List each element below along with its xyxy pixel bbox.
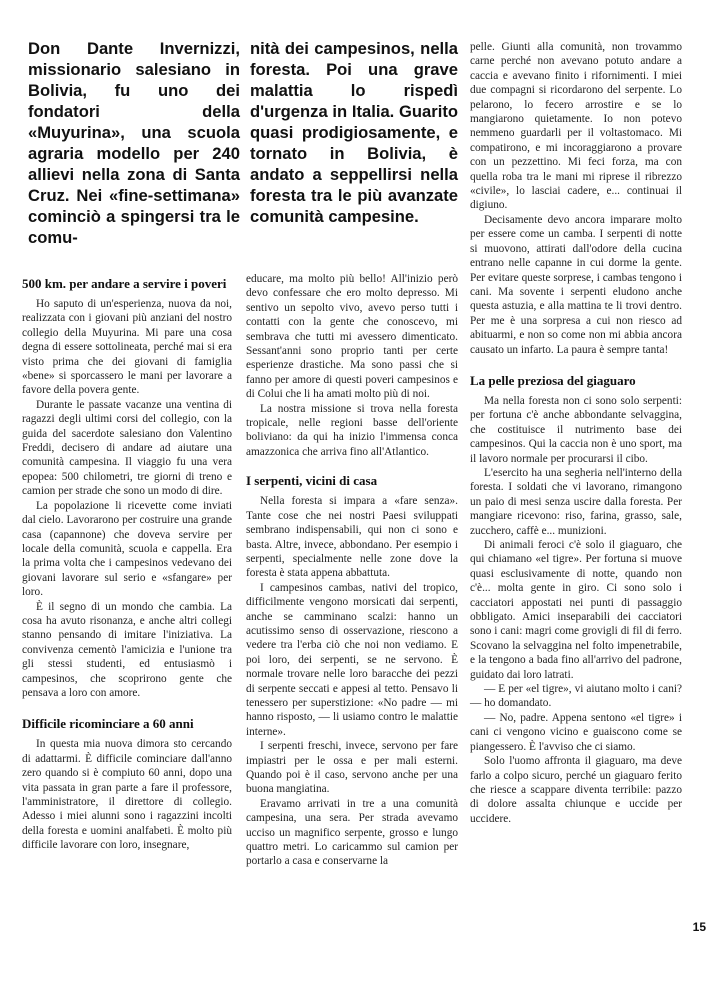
paragraph: — E per «el tigre», vi aiutano molto i cani? — ho domandato. <box>470 683 682 710</box>
lead-column-1 <box>28 38 240 248</box>
lead-text-2: nità dei campesinos, nella foresta. Poi una grave malattia lo rispedì d'urgenza in Italia. Guarito quasi prodigiosamente, e tornato in Bolivia, è andato a seppellirsi nella foresta tra le più avanzate comunità campesine. <box>250 39 458 226</box>
section-heading: La pelle preziosa del giaguaro <box>470 372 636 388</box>
paragraph: È il segno di un mondo che cambia. La cosa ha avuto risonanza, e anche altri collegi stanno pensando di imitare l'iniziativa. La convivenza cementò l'amicizia e l'unione tra gli stessi studenti, ed entusiasmò i campesinos, che scoprirono gente che pensava a loro con amore. <box>22 600 232 699</box>
paragraph: La nostra missione si trova nella foresta tropicale, nelle regioni basse dell'oriente boliviano: da qui ha inizio l'immensa conca amazzonica che arriva fino all'Atlantico. <box>246 402 458 458</box>
paragraph: Decisamente devo ancora imparare molto per essere come un camba. I serpenti di notte si muovono, attirati dall'odore della cucina entrano nelle capanne in cui dorme la gente. Per evitare queste sorprese, i cambas tengono i cani. Ma sovente i serpenti eludono anche questa astuzia, e alla mattina te li trovi dentro. Per me è una sorpresa a cui non riesco ad abituarmi, e non so come non mi abbia ancora causato un infarto. La paura è sempre tanta! <box>470 213 682 356</box>
lead-column-2 <box>250 38 458 227</box>
page-number: 15 <box>692 920 706 934</box>
paragraph: In questa mia nuova dimora sto cercando di adattarmi. È difficile cominciare dall'anno zero quando si è compiuto 60 anni, dopo una vita passata in gran parte a fare il professore, l'amministratore, il direttore di collegio. Adesso i miei alunni sono i ragazzini incolti della foresta e uomini analfabeti. È molto più difficile lavorare con loro, insegnare, <box>22 738 232 852</box>
paragraph: I serpenti freschi, invece, servono per fare impiastri per le ossa e per mali esterni. Quando poi è il caso, servono anche per una buona mangiatina. <box>246 740 458 796</box>
text-column-2 <box>246 272 458 869</box>
paragraph: La popolazione li ricevette come inviati dal cielo. Lavorarono per costruire una grande casa (capannone) che doveva servire per locale della comunità, scuola e cappella. Era la prima volta che i campesinos vedevano dei giovani lavorare sul serio e «sfangare» per loro. <box>22 499 232 599</box>
lead-text-1: Don Dante Invernizzi, missionario salesiano in Bolivia, fu uno dei fondatori della «Muyurina», una scuola agraria modello per 240 allievi nella zona di Santa Cruz. Nei «fine-settimana» cominciò a spingersi tra le comu- <box>28 39 240 247</box>
paragraph: L'esercito ha una segheria nell'interno della foresta. I soldati che vi lavorano, rimangono un paio di mesi senza uscire dalla foresta. Per mangiare ricevono: riso, farina, grasso, sale, zucchero, caffè e... munizioni. <box>470 466 682 537</box>
paragraph: Di animali feroci c'è solo il giaguaro, che qui chiamano «el tigre». Per fortuna si muove quasi esclusivamente di notte, quando non c'è... molta gente in giro. Ci sono solo i cacciatori appostati nei punti di passaggio obbligato. Amici inseparabili dei cacciatori sono i cani: magri come grovigli di fil di ferro. Scovano la selvaggina nel folto impenetrabile, e la tengono a bada fino all'arrivo del padrone, guidato dai loro latrati. <box>470 539 682 681</box>
section-heading: I serpenti, vicini di casa <box>246 473 378 489</box>
paragraph-continued: pelle. Giunti alla comunità, non trovammo carne perché non avevano potuto andare a caccia e avevano finito i rifornimenti. I miei due compagni si ricordarono del serpente. Lo pelarono, lo fecero arrostire e se lo mangiarono quietamente. Io non potevo nemmeno guardarli per il voltastomaco. Mi compatirono, e mi incoraggiarono a provare con un pezzettino. Mi feci forza, ma con quella roba tra le mani mi riprese il ribrezzo «civile», lo lasciai cadere, e... continuai il digiuno. <box>470 41 682 212</box>
paragraph: Ma nella foresta non ci sono solo serpenti: per fortuna c'è anche abbondante selvaggina, che costituisce il nutrimento base dei campesinos. Qui la caccia non è uno sport, ma il lavoro normale per procurarsi il cibo. <box>470 394 682 465</box>
paragraph: Ho saputo di un'esperienza, nuova da noi, realizzata con i giovani più anziani del nostro collegio della Muyurina. Mi pare una cosa degna di essere sottolineata, perché mai si era visto prima che dei giovani di famiglia «bene» si sporcassero le mani per lavorare a favore della povera gente. <box>22 298 232 397</box>
text-column-3 <box>470 40 682 826</box>
paragraph: Nella foresta si impara a «fare senza». Tante cose che nei nostri Paesi sviluppati sembrano indispensabili, qui non ci sono e basta. Altre, invece, abbondano. Per esempio i serpenti, specialmente nelle zone dove la foresta è stata appena abbattuta. <box>246 495 458 580</box>
section-heading: 500 km. per andare a servire i poveri <box>22 276 227 291</box>
paragraph: I campesinos cambas, nativi del tropico, difficilmente vengono morsicati dai serpenti, anche se camminano scalzi: hanno un acutissimo senso di osservazione, riescono a vedere tra l'erba ciò che noi non vediamo. E poi loro, dei serpenti, se ne servono. È normale trovare nelle loro baracche dei pezzi di serpente seccati e appesi al tetto. Pensavo li tenessero per superstizione: «No padre — mi hanno risposto, — li usiamo contro le malattie interne». <box>246 581 458 738</box>
paragraph: Durante le passate vacanze una ventina di ragazzi degli ultimi corsi del collegio, con la guida del sacerdote salesiano don Valentino Freddi, decisero di andare ad aiutare una comunità campesina. Il viaggio fu una vera epopea: 500 chilometri, tre giorni di treno e camion per strade che sono un modo di dire. <box>22 398 232 498</box>
paragraph: Solo l'uomo affronta il giaguaro, ma deve farlo a colpo sicuro, perché un giaguaro ferito che riesce a scappare diventa terribile: pazzo di dolore assalta chiunque e uccide per uccidere. <box>470 755 682 825</box>
paragraph-continued: educare, ma molto più bello! All'inizio però devo confessare che ero molto depresso. Mi sentivo un sepolto vivo, avevo perso tutti i contatti con la gente che conoscevo, mi sembrava che tutti mi avessero dimenticato. Sessant'anni sono proprio tanti per certe esperienze drastiche. Ma sono passi che si fanno per amore di questi poveri campesinos e di Colui che li ha amati molto più di noi. <box>246 273 458 401</box>
paragraph: Eravamo arrivati in tre a una comunità campesina, una sera. Per strada avevamo ucciso un magnifico serpente, grosso e lungo quattro metri. Lo caricammo sul camion per portarlo a casa e conservarne la <box>246 797 458 868</box>
section-heading: Difficile ricominciare a 60 anni <box>22 716 194 732</box>
text-column-1 <box>22 276 232 853</box>
paragraph: — No, padre. Appena sentono «el tigre» i cani ci vengono vicino e guaiscono come se piangessero. È l'avviso che ci siamo. <box>470 711 682 753</box>
